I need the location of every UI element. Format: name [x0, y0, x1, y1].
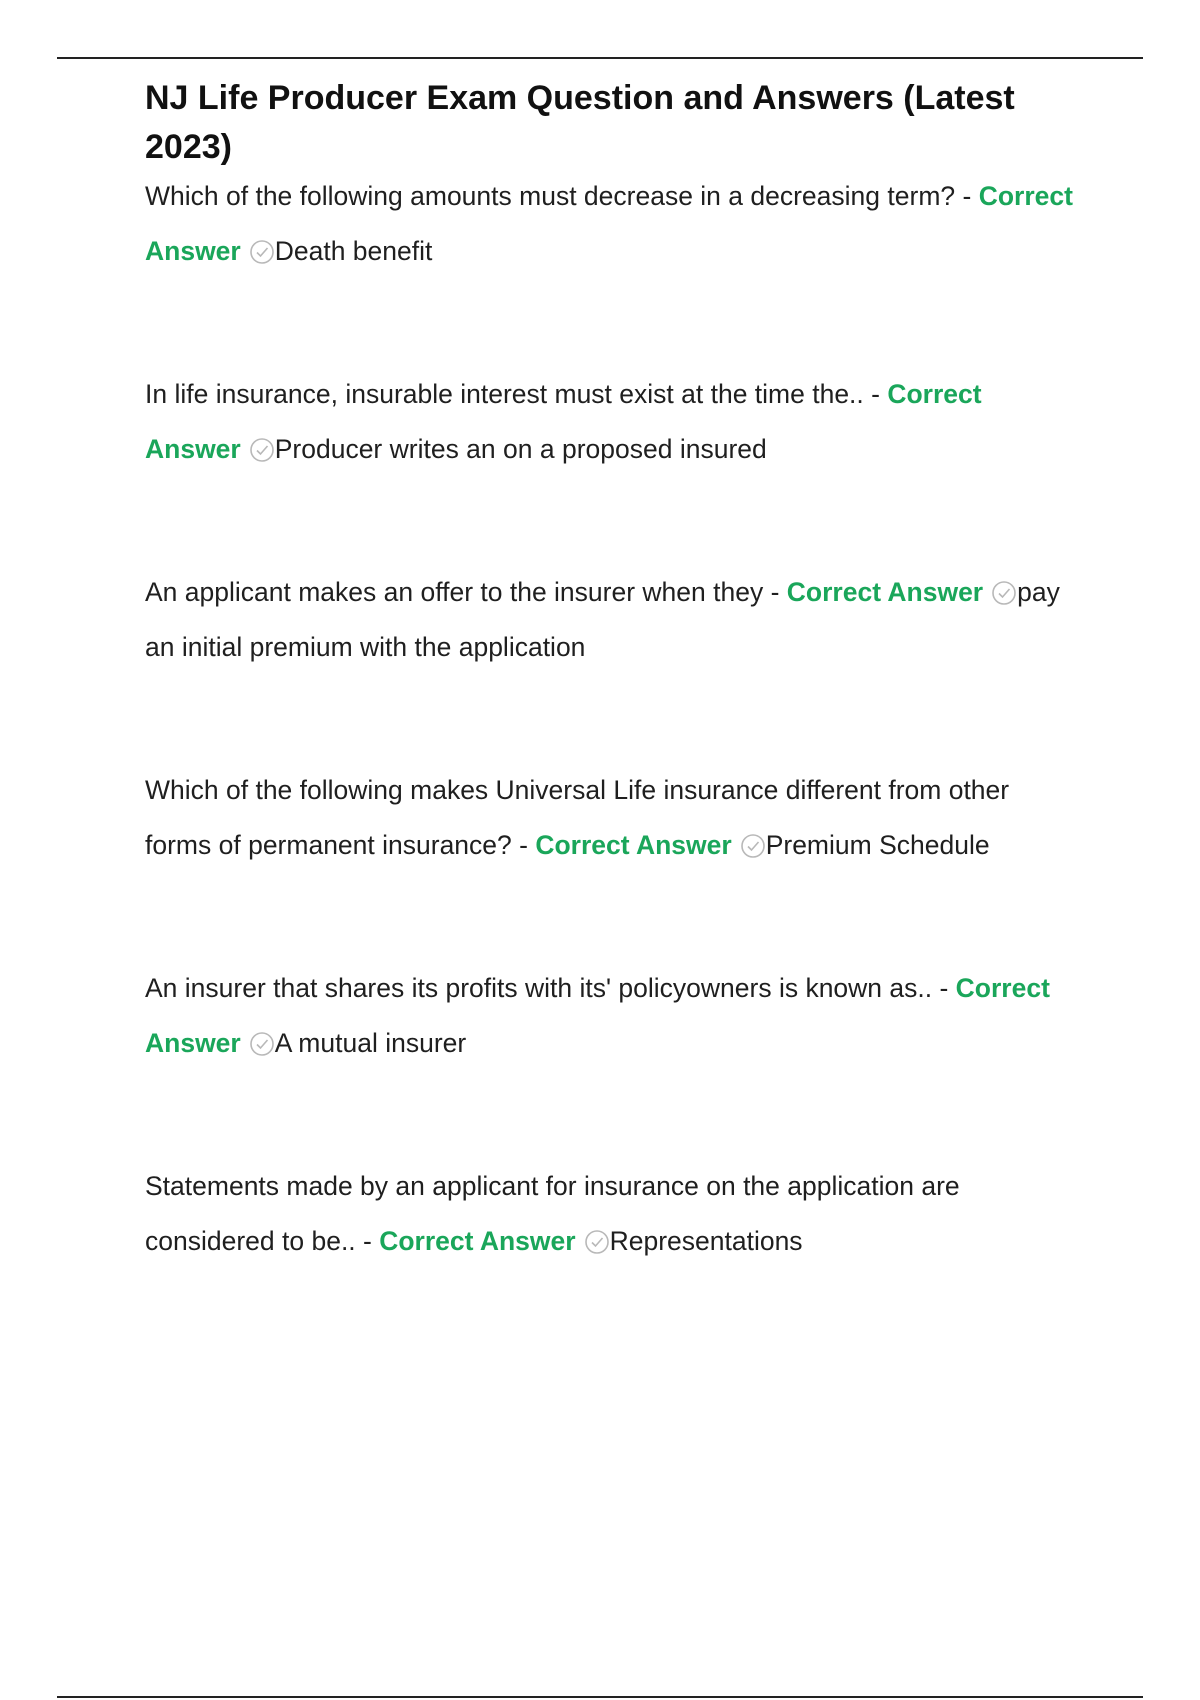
- bottom-rule: [57, 1696, 1143, 1698]
- correct-answer-label: Correct Answer: [535, 830, 732, 860]
- answer-text: Death benefit: [274, 236, 433, 266]
- question-text: An insurer that shares its profits with its' policyowners is known as.. -: [145, 973, 956, 1003]
- check-circle-icon: [584, 1229, 610, 1255]
- qa-item-5: [145, 961, 1075, 1071]
- question-text: Statements made by an applicant for insurance on the application are considered to be.. -: [145, 1171, 960, 1256]
- check-circle-icon: [249, 239, 275, 265]
- answer-text: Representations: [609, 1226, 803, 1256]
- qa-item-4: [145, 763, 1075, 873]
- answer-text: Producer writes an on a proposed insured: [274, 434, 767, 464]
- answer-text: pay an initial premium with the application: [145, 577, 1060, 662]
- qa-item-2: [145, 367, 1075, 477]
- correct-answer-label: Correct Answer: [786, 577, 984, 607]
- answer-text: A mutual insurer: [274, 1028, 467, 1058]
- check-circle-icon: [249, 437, 275, 463]
- question-text: Which of the following makes Universal Life insurance different from other forms of permanent insurance? -: [145, 775, 1010, 860]
- top-rule: [57, 57, 1143, 59]
- document-title: NJ Life Producer Exam Question and Answers (Latest 2023): [145, 79, 1015, 166]
- check-circle-icon: [249, 1031, 275, 1057]
- document-body: [145, 74, 1075, 1269]
- qa-item-6: [145, 1159, 1075, 1269]
- correct-answer-label: Correct Answer: [145, 379, 982, 464]
- qa-item-1: [145, 169, 1075, 279]
- check-circle-icon: [740, 833, 766, 859]
- question-text: In life insurance, insurable interest must exist at the time the.. -: [145, 379, 888, 409]
- check-circle-icon: [991, 580, 1017, 606]
- correct-answer-label: Correct Answer: [145, 973, 1050, 1058]
- qa-item-3: [145, 565, 1075, 675]
- correct-answer-label: Correct Answer: [379, 1226, 576, 1256]
- answer-text: Premium Schedule: [765, 830, 990, 860]
- correct-answer-label: Correct Answer: [145, 181, 1073, 266]
- question-text: Which of the following amounts must decrease in a decreasing term? -: [145, 181, 979, 211]
- question-text: An applicant makes an offer to the insurer when they -: [145, 577, 787, 607]
